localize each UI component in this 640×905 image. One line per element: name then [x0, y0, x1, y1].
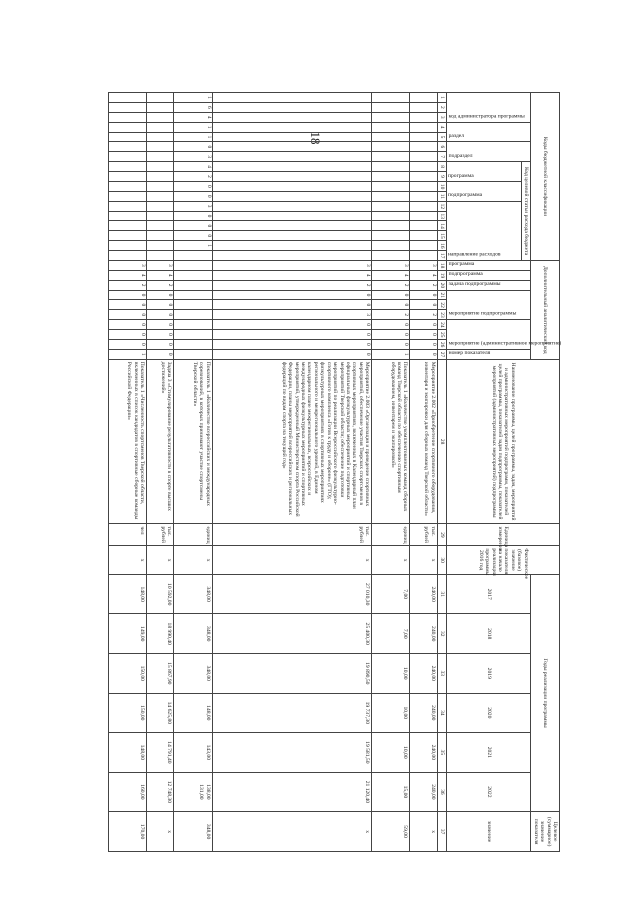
- column-number: 6: [437, 142, 446, 152]
- code-digit-cell: [109, 112, 147, 122]
- code-digit-cell: [109, 211, 147, 221]
- table-row: [147, 93, 174, 852]
- column-number: 12: [437, 201, 446, 211]
- code-digit-cell: 1: [174, 93, 212, 103]
- code-digit-cell: [147, 241, 174, 251]
- code-digit-cell: [410, 211, 437, 221]
- code-digit-cell: [174, 270, 212, 280]
- code-digit-cell: [109, 142, 147, 152]
- year-value-cell: 14 625,80: [147, 693, 174, 733]
- code-digit-cell: [410, 231, 437, 241]
- indicator-number-header: номер показателя: [446, 349, 530, 359]
- code-digit-cell: [147, 191, 174, 201]
- subsection-header: подраздел: [446, 142, 530, 162]
- year-value-cell: 240,00: [410, 654, 437, 694]
- column-number: 20: [437, 280, 446, 290]
- year-value-cell: 15,00: [372, 772, 410, 812]
- row-name-cell: Мероприятие 2.002 «Приобретение спортивного оборудования, инвентаря и экипировки для сборных команд Тверской области»: [410, 359, 437, 524]
- activity-2-header: мероприятие (административное мероприятие): [446, 320, 530, 350]
- program2-header: программа: [446, 260, 530, 270]
- admin-code-header: код администратора программы: [446, 93, 530, 123]
- row-target-cell: 59,00: [372, 812, 410, 852]
- code-digit-cell: 3: [212, 310, 372, 320]
- row-name-cell: Показатель 1 «Количество всероссийских и международных соревнований, в которых принимают участие спортсмены Тверской области»: [174, 359, 212, 524]
- year-value-cell: 148,00: [174, 693, 212, 733]
- table-row: [212, 93, 372, 852]
- row-base-cell: x: [372, 546, 410, 575]
- code-digit-cell: [372, 162, 410, 172]
- code-digit-cell: [147, 211, 174, 221]
- code-digit-cell: [212, 241, 372, 251]
- code-digit-cell: 3: [147, 260, 174, 270]
- year-value-cell: 10,00: [372, 654, 410, 694]
- year-value-cell: 21 120,40: [212, 772, 372, 812]
- year-2018-header: 2018: [446, 614, 530, 654]
- code-digit-cell: [410, 122, 437, 132]
- column-number: 31: [437, 574, 446, 614]
- code-digit-cell: [147, 122, 174, 132]
- year-value-cell: 348,00: [174, 654, 212, 694]
- row-base-cell: x: [109, 546, 147, 575]
- code-digit-cell: 0: [372, 320, 410, 330]
- column-number: 24: [437, 320, 446, 330]
- row-target-cell: 170,00: [109, 812, 147, 852]
- code-digit-cell: [212, 191, 372, 201]
- code-digit-cell: 0: [212, 349, 372, 359]
- code-digit-cell: 3: [372, 260, 410, 270]
- code-digit-cell: 2: [410, 310, 437, 320]
- year-value-cell: 10 592,00: [147, 574, 174, 614]
- code-digit-cell: [109, 241, 147, 251]
- column-number: 23: [437, 310, 446, 320]
- code-digit-cell: [372, 142, 410, 152]
- code-digit-cell: 0: [410, 320, 437, 330]
- column-number: 8: [437, 162, 446, 172]
- code-digit-cell: 0: [109, 310, 147, 320]
- code-digit-cell: [147, 172, 174, 182]
- subprogram2-header: подпрограмма: [446, 270, 530, 280]
- code-digit-cell: [147, 162, 174, 172]
- program-header: программа: [446, 162, 521, 182]
- code-digit-cell: 4: [174, 162, 212, 172]
- year-value-cell: 148,00: [109, 574, 147, 614]
- column-number: 10: [437, 181, 446, 191]
- code-digit-cell: [109, 122, 147, 132]
- column-number: 36: [437, 772, 446, 812]
- column-number: 9: [437, 172, 446, 182]
- code-digit-cell: [109, 251, 147, 261]
- code-digit-cell: [109, 162, 147, 172]
- code-digit-cell: 0: [109, 320, 147, 330]
- code-digit-cell: [174, 290, 212, 300]
- code-digit-cell: 2: [212, 280, 372, 290]
- row-base-cell: x: [410, 546, 437, 575]
- code-digit-cell: 1: [372, 349, 410, 359]
- code-digit-cell: 1: [174, 241, 212, 251]
- column-number: 16: [437, 241, 446, 251]
- code-digit-cell: 4: [174, 112, 212, 122]
- code-digit-cell: 2: [372, 310, 410, 320]
- code-digit-cell: 3: [410, 260, 437, 270]
- code-digit-cell: [147, 201, 174, 211]
- code-digit-cell: 0: [372, 290, 410, 300]
- code-digit-cell: [372, 132, 410, 142]
- code-digit-cell: 0: [109, 330, 147, 340]
- subprogram-header: подпрограмма: [446, 181, 521, 201]
- code-digit-cell: [410, 132, 437, 142]
- column-number: 27: [437, 349, 446, 359]
- code-digit-cell: [109, 152, 147, 162]
- column-number: 21: [437, 290, 446, 300]
- target-article-header: Код целевой статьи расхода бюджета: [521, 162, 530, 261]
- year-value-cell: 10,00: [372, 733, 410, 773]
- year-value-cell: 14 791,40: [147, 733, 174, 773]
- code-digit-cell: [147, 102, 174, 112]
- code-digit-cell: [212, 162, 372, 172]
- code-digit-cell: [212, 102, 372, 112]
- code-digit-cell: [174, 251, 212, 261]
- column-number: 2: [437, 102, 446, 112]
- code-digit-cell: [109, 231, 147, 241]
- code-digit-cell: 0: [372, 330, 410, 340]
- direction-header: направление расходов: [446, 201, 521, 260]
- row-target-cell: x: [212, 812, 372, 852]
- code-digit-cell: 0: [147, 300, 174, 310]
- section-header: раздел: [446, 122, 530, 142]
- code-digit-cell: 1: [174, 122, 212, 132]
- code-digit-cell: [212, 93, 372, 103]
- code-digit-cell: 0: [212, 290, 372, 300]
- code-digit-cell: [410, 241, 437, 251]
- year-2017-header: 2017: [446, 574, 530, 614]
- code-digit-cell: [410, 181, 437, 191]
- code-digit-cell: 0: [212, 330, 372, 340]
- code-digit-cell: 0: [410, 300, 437, 310]
- name-header: Наименование программы, целей программы, задач, мероприятий и административных мероприятий подпрограмм, показателей целей программы, показателей задач подпрограммы, показателей мероприятий (административных мероприятий) подпрограммы: [446, 359, 559, 524]
- code-digit-cell: [372, 122, 410, 132]
- code-digit-cell: [372, 172, 410, 182]
- code-digit-cell: [147, 231, 174, 241]
- code-digit-cell: [410, 221, 437, 231]
- code-digit-cell: [212, 122, 372, 132]
- code-digit-cell: [147, 181, 174, 191]
- code-digit-cell: [212, 132, 372, 142]
- extra-value: 131,00: [198, 784, 205, 800]
- code-digit-cell: [147, 251, 174, 261]
- row-name-cell: Показатель 1 «Численность спортсменов Тверской области, включенных в список кандидатов в спортивные сборные команды Российской Федерации»: [109, 359, 147, 524]
- code-digit-cell: 0: [174, 142, 212, 152]
- task-header: задача подпрограммы: [446, 280, 530, 290]
- code-digit-cell: [109, 221, 147, 231]
- code-digit-cell: 2: [109, 280, 147, 290]
- code-digit-cell: [147, 142, 174, 152]
- column-number: 14: [437, 221, 446, 231]
- code-digit-cell: [410, 102, 437, 112]
- year-value-cell: 25 400,30: [212, 614, 372, 654]
- row-target-cell: 348,00: [174, 812, 212, 852]
- row-unit-cell: единиц: [372, 524, 410, 546]
- column-number: 33: [437, 654, 446, 694]
- unit-header: Единица измерения: [446, 524, 559, 546]
- code-digit-cell: [109, 181, 147, 191]
- year-2019-header: 2019: [446, 654, 530, 694]
- column-number: 37: [437, 812, 446, 852]
- column-number: 13: [437, 211, 446, 221]
- year-value-cell: 240,00: [410, 574, 437, 614]
- code-digit-cell: 0: [147, 330, 174, 340]
- rotated-table-container: [108, 92, 560, 852]
- year-value-cell: 240,00: [410, 614, 437, 654]
- table-row: [410, 93, 437, 852]
- code-digit-cell: 0: [212, 300, 372, 310]
- year-value-cell: 18 990,40: [147, 614, 174, 654]
- row-target-cell: x: [410, 812, 437, 852]
- code-digit-cell: [212, 112, 372, 122]
- code-digit-cell: 0: [174, 211, 212, 221]
- column-number: 34: [437, 693, 446, 733]
- year-value-cell: 348,00: [174, 614, 212, 654]
- code-digit-cell: 0: [174, 221, 212, 231]
- page-number: 18: [308, 131, 323, 145]
- activity-header: мероприятие подпрограммы: [446, 290, 530, 320]
- base-value-header: Фактическое (базовое) значение показателя на начало реализации программы 2016 год: [446, 546, 559, 575]
- code-digit-cell: [174, 280, 212, 290]
- code-digit-cell: [410, 201, 437, 211]
- year-value-cell: 19 737,30: [212, 693, 372, 733]
- row-unit-cell: тыс. рублей: [147, 524, 174, 546]
- code-digit-cell: [410, 142, 437, 152]
- code-digit-cell: [372, 211, 410, 221]
- code-digit-cell: 0: [174, 181, 212, 191]
- code-digit-cell: [174, 310, 212, 320]
- code-digit-cell: [410, 191, 437, 201]
- code-digit-cell: 0: [147, 320, 174, 330]
- code-digit-cell: 1: [109, 349, 147, 359]
- column-number: 7: [437, 152, 446, 162]
- code-digit-cell: [372, 191, 410, 201]
- year-value-cell: 150,00: [109, 693, 147, 733]
- code-digit-cell: 0: [174, 231, 212, 241]
- row-unit-cell: чел: [109, 524, 147, 546]
- code-digit-cell: [372, 251, 410, 261]
- column-number: 22: [437, 300, 446, 310]
- year-value-cell: 148,00: [109, 733, 147, 773]
- code-digit-cell: [147, 93, 174, 103]
- budget-table: [108, 92, 560, 852]
- code-digit-cell: [174, 320, 212, 330]
- code-digit-cell: 4: [147, 270, 174, 280]
- year-value-cell: 149,00: [109, 614, 147, 654]
- year-value-cell: 19 890,50: [212, 654, 372, 694]
- code-digit-cell: [174, 330, 212, 340]
- code-digit-cell: [372, 231, 410, 241]
- column-number: 11: [437, 191, 446, 201]
- year-value-cell: 240,00: [410, 733, 437, 773]
- code-digit-cell: [372, 221, 410, 231]
- code-digit-cell: [410, 152, 437, 162]
- code-digit-cell: [147, 152, 174, 162]
- row-base-cell: x: [212, 546, 372, 575]
- code-digit-cell: [212, 142, 372, 152]
- code-digit-cell: 3: [174, 152, 212, 162]
- code-digit-cell: [109, 191, 147, 201]
- code-digit-cell: [410, 112, 437, 122]
- code-digit-cell: 0: [410, 349, 437, 359]
- years-group-header: Годы реализации программы: [531, 574, 560, 811]
- code-digit-cell: [147, 112, 174, 122]
- code-digit-cell: [174, 339, 212, 349]
- row-target-cell: x: [147, 812, 174, 852]
- code-digit-cell: [372, 152, 410, 162]
- year-value-cell: 27 010,30: [212, 574, 372, 614]
- code-digit-cell: 0: [109, 290, 147, 300]
- year-value-cell: 12 748,30: [147, 772, 174, 812]
- code-digit-cell: 0: [212, 320, 372, 330]
- year-value-cell: 10,00: [372, 693, 410, 733]
- row-unit-cell: тыс. рублей: [410, 524, 437, 546]
- code-digit-cell: [109, 172, 147, 182]
- column-number: 35: [437, 733, 446, 773]
- code-digit-cell: [410, 93, 437, 103]
- year-value-cell: 7,00: [372, 574, 410, 614]
- row-base-cell: x: [174, 546, 212, 575]
- code-digit-cell: [372, 181, 410, 191]
- code-digit-cell: 0: [212, 339, 372, 349]
- year-value-cell: 7,00: [372, 614, 410, 654]
- code-digit-cell: 4: [372, 270, 410, 280]
- table-row: [174, 93, 212, 852]
- row-name-cell: Мероприятие 2.003 «Организация и проведение спортивных мероприятий, обеспечение участия Тверских спортсменов в спортивных мероприятиях, включенных в Календарный план официальных физкультурных мероприятий и спортивных мероприятий Тверской области; обеспечение подготовки мероприятий по реализации Всероссийского физкультурно-спортивного комплекса «Готов к труду и обороне» (ГТО); физкультурных мероприятиях в спортивных мероприятиях регионального и межрегионального уровней, в Едином календарном плане межрегиональных, всероссийских и международных физкультурных мероприятий и спортивных мероприятий, утвержденный Министерством спорта Российской Федерации, планы мероприятий всероссийских и региональных федераций по видам спорта на текущий год»: [212, 359, 372, 524]
- code-digit-cell: [174, 260, 212, 270]
- code-digit-cell: 4: [212, 270, 372, 280]
- year-2020-header: 2020: [446, 693, 530, 733]
- column-number: 5: [437, 132, 446, 142]
- code-digit-cell: [372, 102, 410, 112]
- column-number: 18: [437, 260, 446, 270]
- year-value-cell: 348,00: [174, 574, 212, 614]
- code-digit-cell: [212, 251, 372, 261]
- row-name-cell: Показатель 1 «Количество укомплектованных команд сборных команд Тверской области по обеспечению спортивным оборудованием, инвентарем и экипировкой»: [372, 359, 410, 524]
- year-value-cell: 15 867,90: [147, 654, 174, 694]
- target-value-header: значение: [446, 812, 530, 852]
- code-digit-cell: 0: [372, 300, 410, 310]
- column-number-row: [437, 93, 446, 852]
- table-row: [109, 93, 147, 852]
- year-2022-header: 2022: [446, 772, 530, 812]
- code-digit-cell: 3: [212, 260, 372, 270]
- year-value-cell: 138,00 131,00: [174, 772, 212, 812]
- column-number: 28: [437, 359, 446, 524]
- code-digit-cell: [212, 152, 372, 162]
- row-base-cell: x: [147, 546, 174, 575]
- year-2021-header: 2021: [446, 733, 530, 773]
- code-digit-cell: [109, 201, 147, 211]
- code-digit-cell: [212, 231, 372, 241]
- code-digit-cell: [147, 132, 174, 142]
- code-digit-cell: [372, 201, 410, 211]
- code-digit-cell: 2: [174, 172, 212, 182]
- code-digit-cell: [372, 93, 410, 103]
- year-value-cell: 240,00: [410, 772, 437, 812]
- code-digit-cell: 2: [372, 280, 410, 290]
- year-value-cell: 150,00: [109, 654, 147, 694]
- code-digit-cell: 0: [147, 290, 174, 300]
- code-digit-cell: [174, 300, 212, 310]
- target-header: Целевое (суммарное) значение показателя: [531, 812, 560, 852]
- column-number: 32: [437, 614, 446, 654]
- code-digit-cell: [109, 93, 147, 103]
- code-digit-cell: 0: [410, 339, 437, 349]
- code-digit-cell: [212, 211, 372, 221]
- code-digit-cell: [109, 102, 147, 112]
- code-digit-cell: [372, 112, 410, 122]
- code-digit-cell: 0: [410, 290, 437, 300]
- code-digit-cell: [410, 172, 437, 182]
- code-digit-cell: 6: [174, 102, 212, 112]
- codes-group-header: Коды бюджетной классификации: [531, 93, 560, 261]
- code-digit-cell: 0: [410, 330, 437, 340]
- code-digit-cell: 0: [109, 339, 147, 349]
- column-number: 26: [437, 339, 446, 349]
- code-digit-cell: 3: [109, 260, 147, 270]
- code-digit-cell: 0: [147, 339, 174, 349]
- column-number: 4: [437, 122, 446, 132]
- code-digit-cell: [212, 201, 372, 211]
- year-value-cell: 143,00: [174, 733, 212, 773]
- code-digit-cell: [410, 251, 437, 261]
- code-digit-cell: [410, 162, 437, 172]
- code-digit-cell: 0: [147, 310, 174, 320]
- row-name-cell: Задача 3 «Стимулирование результативности в спорте высших достижений»: [147, 359, 174, 524]
- column-number: 29: [437, 524, 446, 546]
- year-value-cell: 160,00: [109, 772, 147, 812]
- row-unit-cell: тыс. рублей: [212, 524, 372, 546]
- code-digit-cell: [212, 181, 372, 191]
- column-number: 25: [437, 330, 446, 340]
- code-digit-cell: 2: [147, 280, 174, 290]
- row-unit-cell: единиц: [174, 524, 212, 546]
- code-digit-cell: [212, 172, 372, 182]
- column-number: 17: [437, 251, 446, 261]
- table-row: [372, 93, 410, 852]
- code-digit-cell: 0: [174, 191, 212, 201]
- code-digit-cell: 4: [109, 270, 147, 280]
- column-number: 1: [437, 93, 446, 103]
- column-number: 15: [437, 231, 446, 241]
- column-number: 19: [437, 270, 446, 280]
- year-value-cell: 240,00: [410, 693, 437, 733]
- code-digit-cell: [174, 349, 212, 359]
- column-number: 30: [437, 546, 446, 575]
- extra-code-group-header: Дополнительный аналитический код: [531, 260, 560, 359]
- code-digit-cell: 0: [109, 300, 147, 310]
- code-digit-cell: 3: [174, 201, 212, 211]
- code-digit-cell: 0: [147, 349, 174, 359]
- column-number: 3: [437, 112, 446, 122]
- year-value-cell: 19 581,50: [212, 733, 372, 773]
- code-digit-cell: 0: [372, 339, 410, 349]
- code-digit-cell: 2: [410, 280, 437, 290]
- code-digit-cell: 4: [410, 270, 437, 280]
- code-digit-cell: [147, 221, 174, 231]
- code-digit-cell: [109, 132, 147, 142]
- code-digit-cell: 1: [174, 132, 212, 142]
- code-digit-cell: [372, 241, 410, 251]
- code-digit-cell: [212, 221, 372, 231]
